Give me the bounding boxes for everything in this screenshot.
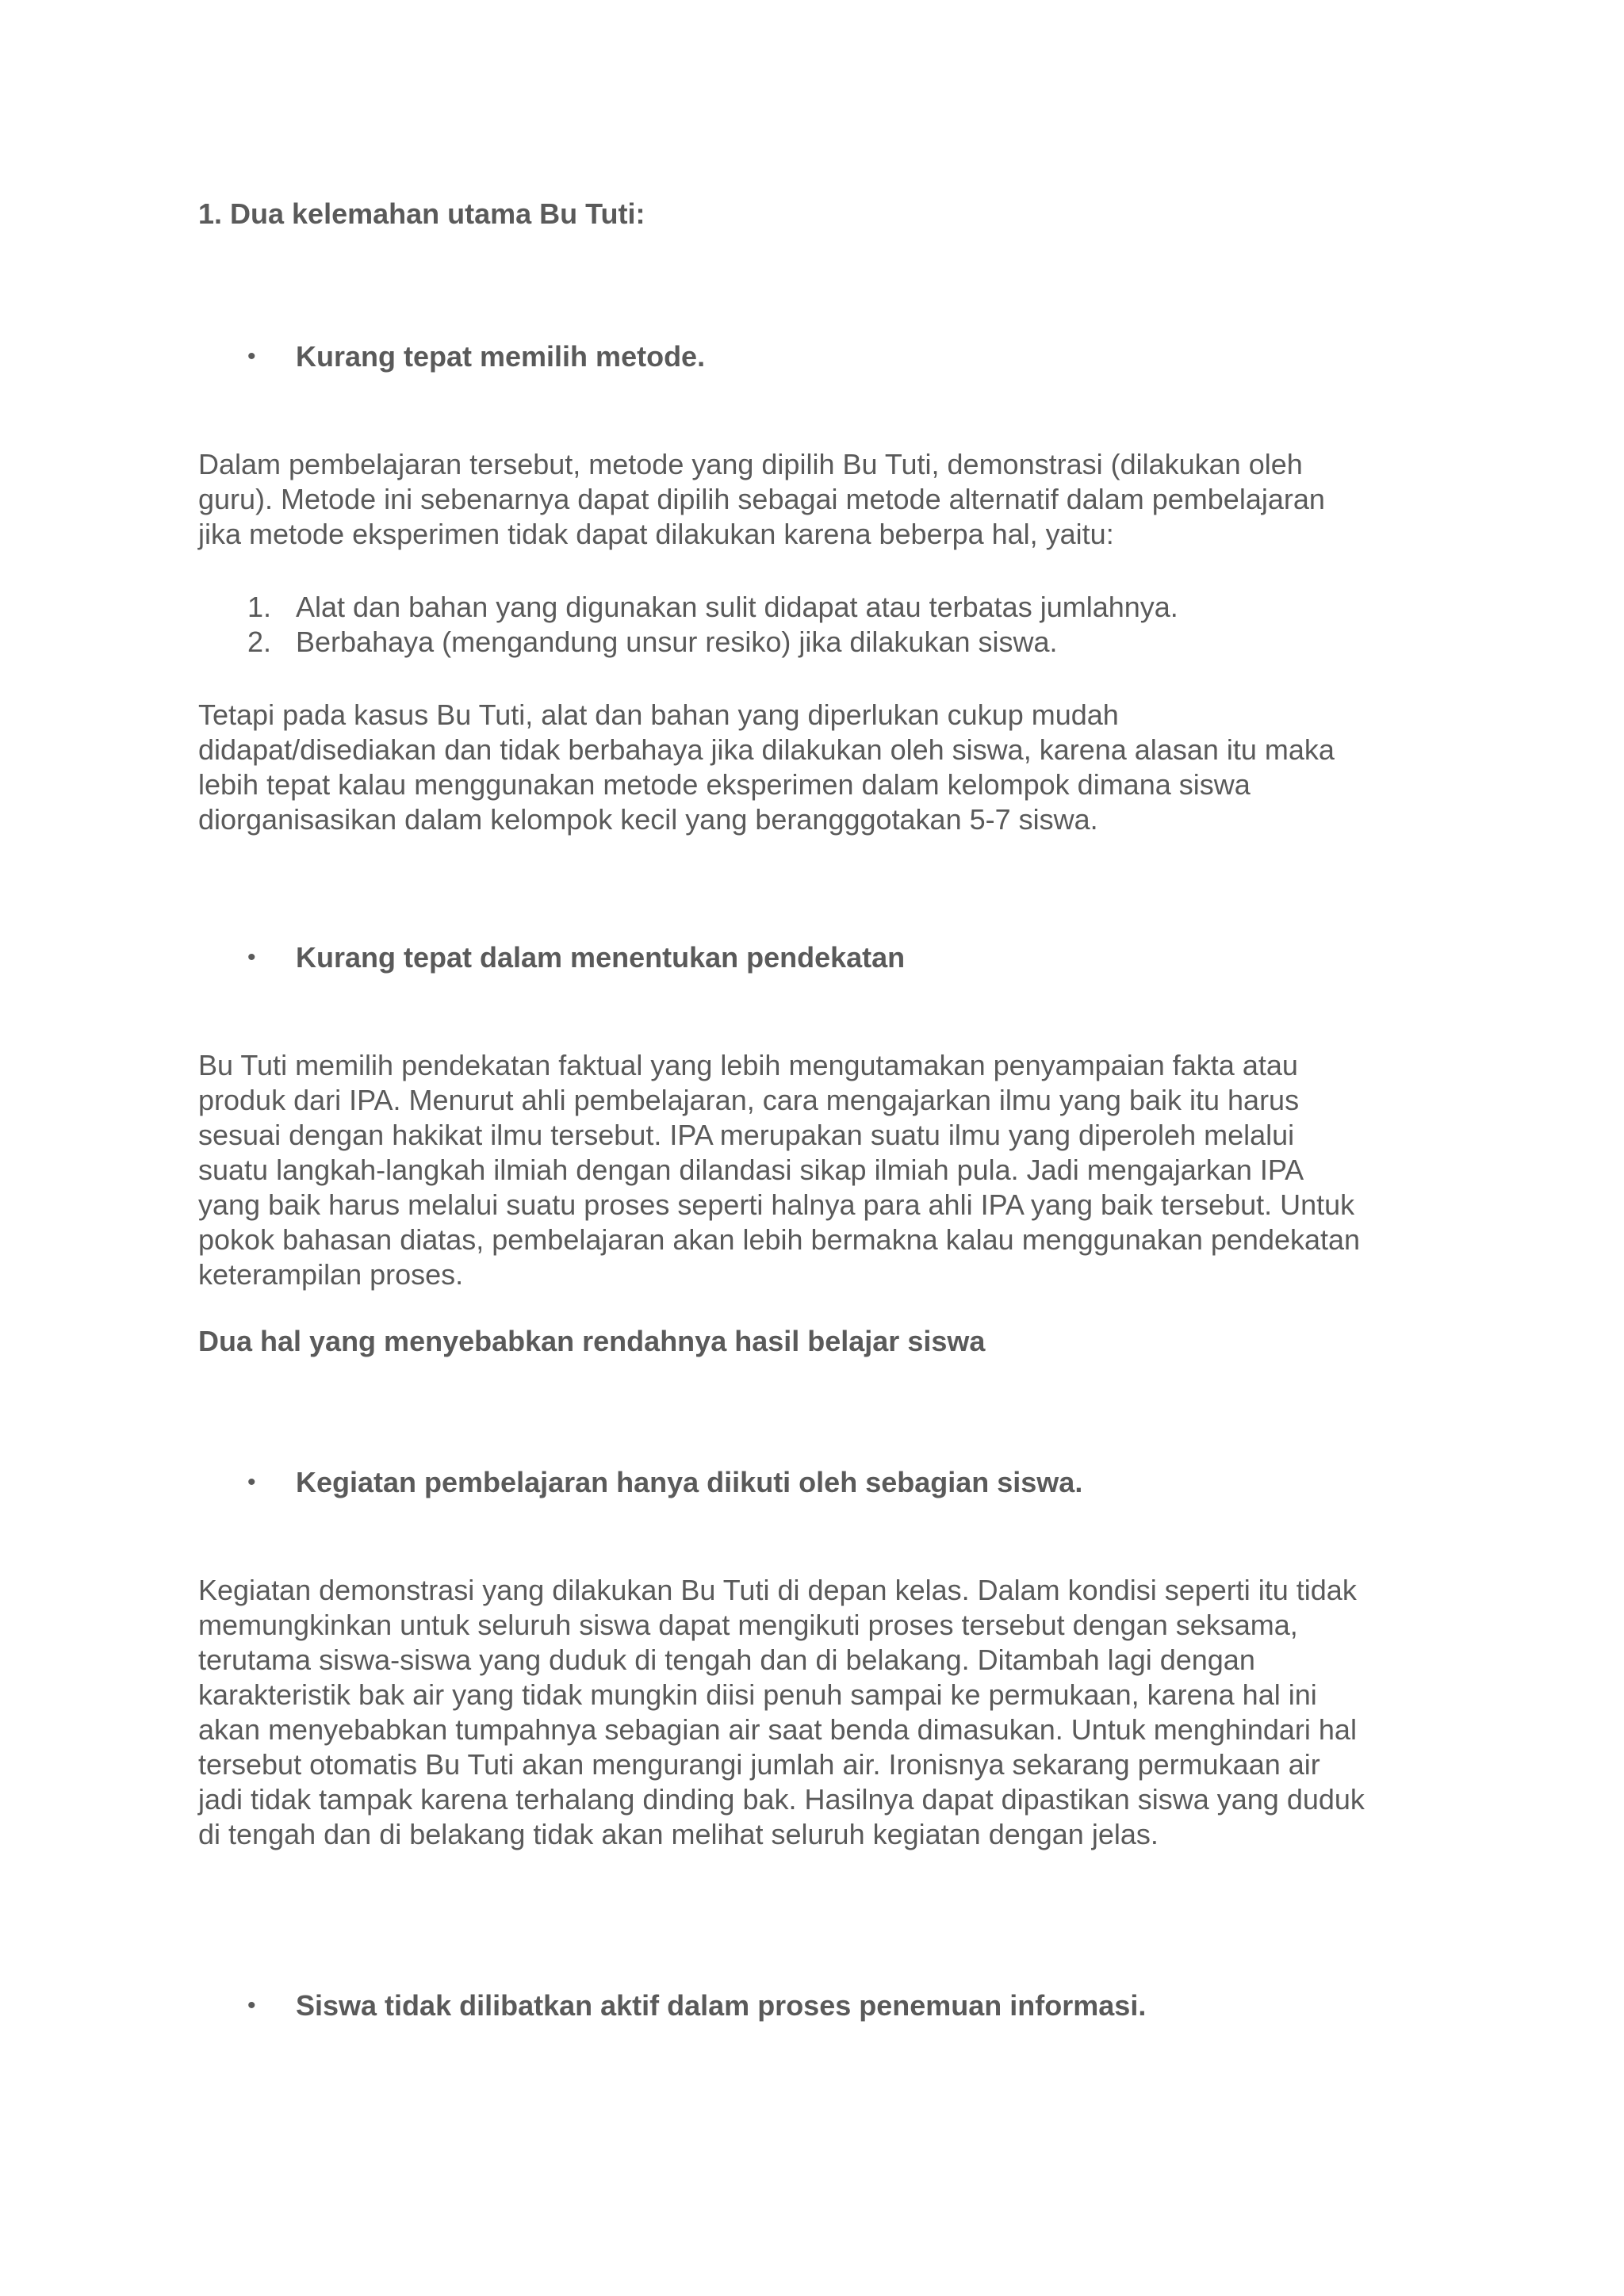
bullet-icon: • [247,1992,256,2019]
text-line: guru). Metode ini sebenarnya dapat dipilih sebagai metode alternatif dalam pembelajaran [198,483,1325,515]
text-line: tersebut otomatis Bu Tuti akan mengurangi jumlah air. Ironisnya sekarang permukaan air [198,1748,1320,1781]
list-item-text: Alat dan bahan yang digunakan sulit didapat atau terbatas jumlahnya. [296,591,1178,623]
paragraph-case [198,698,1451,837]
text-line: suatu langkah-langkah ilmiah dengan dilandasi sikap ilmiah pula. Jadi mengajarkan IPA [198,1154,1304,1186]
section-heading-low-results: Dua hal yang menyebabkan rendahnya hasil belajar siswa [198,1325,986,1357]
paragraph-demonstration [198,447,1451,552]
text-line: produk dari IPA. Menurut ahli pembelajaran, cara mengajarkan ilmu yang baik itu harus [198,1084,1300,1116]
text-line: pokok bahasan diatas, pembelajaran akan lebih bermakna kalau menggunakan pendekatan [198,1223,1361,1256]
list-item-text: Berbahaya (mengandung unsur resiko) jika dilakukan siswa. [296,626,1058,658]
text-line: di tengah dan di belakang tidak akan melihat seluruh kegiatan dengan jelas. [198,1818,1159,1850]
text-line: memungkinkan untuk seluruh siswa dapat mengikuti proses tersebut dengan seksama, [198,1609,1298,1641]
list-number: 2. [247,626,272,658]
text-line: Kegiatan demonstrasi yang dilakukan Bu Tuti di depan kelas. Dalam kondisi seperti itu tidak [198,1574,1357,1606]
bullet-label: Kurang tepat dalam menentukan pendekatan [296,941,906,974]
bullet-icon: • [247,343,256,369]
text-line: Bu Tuti memilih pendekatan faktual yang lebih mengutamakan penyampaian fakta atau [198,1049,1298,1081]
text-line: jadi tidak tampak karena terhalang dinding bak. Hasilnya dapat dipastikan siswa yang duduk [198,1783,1365,1816]
bullet-label: Kegiatan pembelajaran hanya diikuti oleh sebagian siswa. [296,1466,1083,1498]
text-line: Tetapi pada kasus Bu Tuti, alat dan bahan yang diperlukan cukup mudah [198,698,1119,731]
text-line: karakteristik bak air yang tidak mungkin diisi penuh sampai ke permukaan, karena hal ini [198,1678,1317,1711]
paragraph-demonstration-issues [198,1573,1451,1852]
bullet-label: Siswa tidak dilibatkan aktif dalam proses penemuan informasi. [296,1989,1147,2022]
bullet-icon: • [247,944,256,970]
text-line: sesuai dengan hakikat ilmu tersebut. IPA merupakan suatu ilmu yang diperoleh melalui [198,1119,1295,1151]
text-line: lebih tepat kalau menggunakan metode eksperimen dalam kelompok dimana siswa [198,768,1251,801]
bullet-icon: • [247,1469,256,1495]
text-line: jika metode eksperimen tidak dapat dilakukan karena beberpa hal, yaitu: [198,518,1114,550]
text-line: didapat/disediakan dan tidak berbahaya jika dilakukan oleh siswa, karena alasan itu maka [198,733,1335,766]
bullet-label: Kurang tepat memilih metode. [296,340,706,373]
list-number: 1. [247,591,272,623]
text-line: keterampilan proses. [198,1258,464,1291]
text-line: yang baik harus melalui suatu proses seperti halnya para ahli IPA yang baik tersebut. Untuk [198,1188,1355,1221]
text-line: Dalam pembelajaran tersebut, metode yang dipilih Bu Tuti, demonstrasi (dilakukan oleh [198,448,1303,480]
text-line: akan menyebabkan tumpahnya sebagian air saat benda dimasukan. Untuk menghindari hal [198,1713,1357,1746]
text-line: diorganisasikan dalam kelompok kecil yang berangggotakan 5-7 siswa. [198,803,1098,836]
paragraph-factual-approach [198,1048,1451,1292]
section-heading-weaknesses: 1. Dua kelemahan utama Bu Tuti: [198,197,645,230]
text-line: terutama siswa-siswa yang duduk di tengah dan di belakang. Ditambah lagi dengan [198,1644,1255,1676]
